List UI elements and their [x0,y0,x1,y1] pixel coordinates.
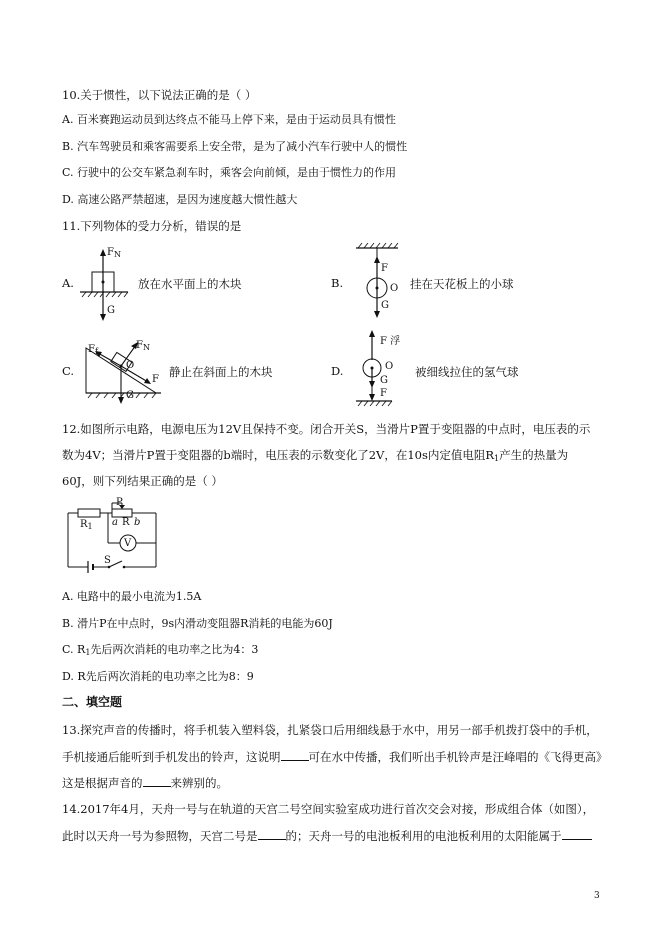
q11-b-g-label: G [381,300,389,311]
q13-blank-1[interactable] [281,749,309,761]
q11-c-fn-label: $F_N$ [136,340,150,352]
q11-b-letter: B. [331,276,344,290]
q13-line1: 13.探究声音的传播时，将手机装入塑料袋，扎紧袋口后用细线悬于水中，用另一部手机拨打袋中的手机， [62,723,598,737]
q11-c-caption: 静止在斜面上的木块 [169,365,273,379]
q11-c-g-label: G [126,390,134,401]
q12-circuit-diagram [60,495,170,575]
q12-option-c: C. $R_1$先后两次消耗的电功率之比为4：3 [62,643,259,657]
q11-b-o-label: O [390,283,399,294]
q12-option-b: B. 滑片P在中点时，9s内滑动变阻器R消耗的电能为60J [62,617,333,630]
q14-line2: 此时以天舟一号为参照物，天宫二号是 的；天舟一号的电池板利用的电池板利用的太阳能属于 [62,828,592,843]
q10-option-c: C. 行驶中的公交车紧急刹车时，乘客会向前倾，是由于惯性力的作用 [62,166,397,179]
q11-d-g-label: G [380,375,388,386]
q13-line2: 手机接通后能听到手机发出的铃声，这说明 可在水中传播，我们听出手机铃声是汪峰唱的《飞得更高》 [62,750,608,764]
q11-figure-b [350,240,405,320]
q11-stem: 11.下列物体的受力分析，错误的是 [62,219,242,233]
q12-a-label: a [112,517,118,528]
q11-b-f-label: F [381,263,388,274]
q14-blank-2[interactable] [562,828,592,840]
q11-c-f-label: F [152,374,159,385]
q12-r1-label: $R_1$ [80,519,93,531]
q12-voltmeter-label: V [124,538,132,549]
q12-p-label: P [116,497,123,508]
q11-d-letter: D. [331,364,344,378]
q10-option-a: A. 百米赛跑运动员到达终点不能马上停下来，是由于运动员具有惯性 [62,113,396,126]
q12-switch-label: S [104,555,111,566]
q11-a-caption: 放在水平面上的木块 [138,277,242,291]
q11-c-letter: C. [62,364,75,378]
q10-stem: 10.关于惯性，以下说法正确的是（ ） [62,88,257,102]
q12-stem-line1: 12.如图所示电路，电源电压为12V且保持不变。闭合开关S，当滑片P置于变阻器的中点时，电压表的示 [62,422,591,436]
q12-r-label: R [122,517,130,528]
q11-d-ffu-label: F 浮 [380,336,401,347]
q12-stem-line2: 数为4V；当滑片P置于变阻器的b端时，电压表的示数变化了2V，在10s内定值电阻$R_1$产生的热量为 [62,448,569,463]
q12-option-d: D. R先后两次消耗的电功率之比为8：9 [62,670,254,683]
q11-c-ff-label: $F_f$ [88,344,98,356]
q11-d-o-label: O [385,361,394,372]
q12-option-a: A. 电路中的最小电流为1.5A [62,590,202,603]
q11-a-letter: A. [62,276,74,290]
q11-figure-a [72,245,132,325]
q10-option-d: D. 高速公路严禁超速，是因为速度越大惯性越大 [62,193,298,206]
q13-blank-2[interactable] [143,775,171,787]
q14-line1: 14.2017年4月，天舟一号与在轨道的天宫二号空间实验室成功进行首次交会对接，形成组合体（如图）， [62,802,595,816]
q11-d-f-label: F [380,388,387,399]
q11-c-o-label: O [126,360,135,371]
q11-a-g-label: G [107,305,115,316]
q12-stem-line3: 60J，则下列结果正确的是（ ） [62,474,223,488]
q14-blank-1[interactable] [258,828,286,840]
section-heading-fill-in: 二、填空题 [62,695,123,709]
page-number: 3 [594,891,600,901]
q13-line3: 这是根据声音的 来辨别的。 [62,776,228,790]
q12-b-label: b [134,517,141,528]
q11-b-caption: 挂在天花板上的小球 [410,277,514,291]
q10-option-b: B. 汽车驾驶员和乘客需要系上安全带，是为了减小汽车行驶中人的惯性 [62,140,408,153]
q11-a-fn-label: $F_N$ [107,247,121,259]
q11-d-caption: 被细线拉住的氢气球 [415,365,519,379]
